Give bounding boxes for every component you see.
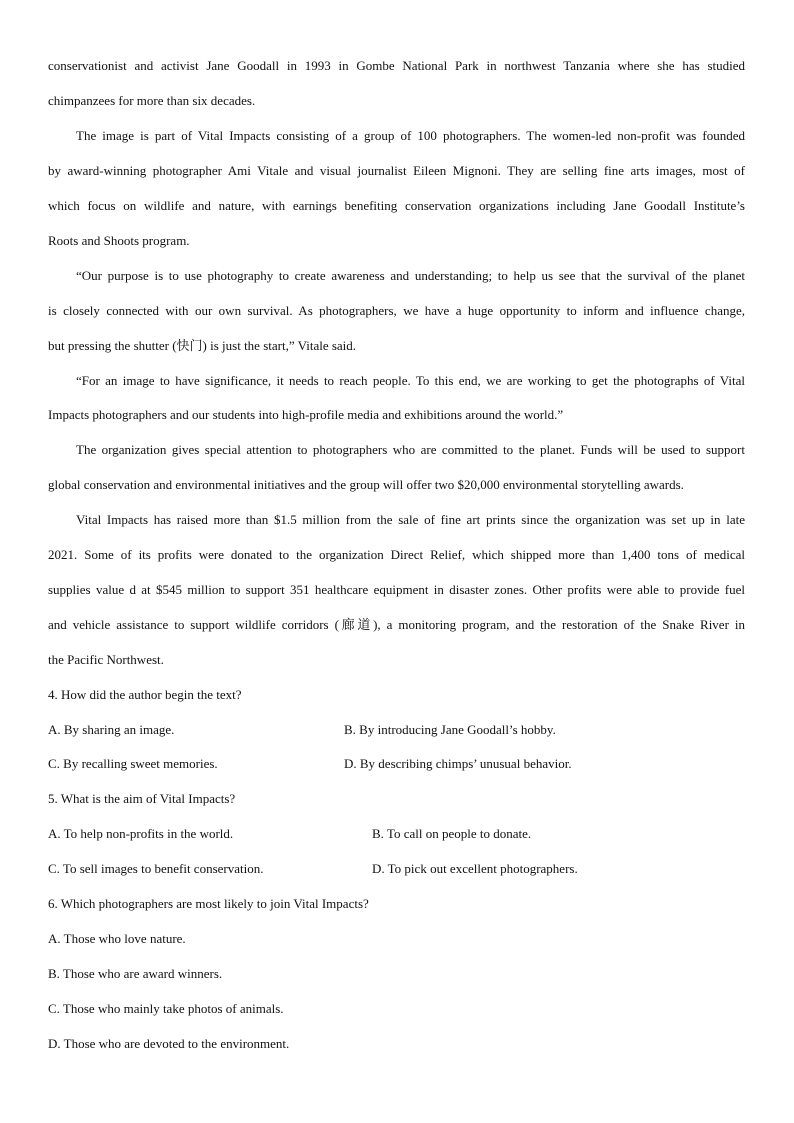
answer-option: A. By sharing an image. [48,722,175,737]
answer-option: B. Those who are award winners. [48,966,223,981]
answer-option: C. By recalling sweet memories. [48,756,218,771]
passage-line: is closely connected with our own survival. As photographers, we have a huge opportunity to inform and influence change, [48,303,745,318]
passage-line: the Pacific Northwest. [48,652,164,667]
passage-line: but pressing the shutter (快门) is just the start,” Vitale said. [48,338,357,353]
question-stem: 4. How did the author begin the text? [48,687,242,702]
passage-line: Impacts photographers and our students into high-profile media and exhibitions around the world.” [48,407,564,422]
passage-line: “For an image to have significance, it needs to reach people. To this end, we are working to get the photographs of Vital [76,373,745,388]
passage-line: which focus on wildlife and nature, with earnings benefiting conservation organizations including Jane Goodall Institute’s [48,198,745,213]
answer-option: A. To help non-profits in the world. [48,826,234,841]
passage-line: Vital Impacts has raised more than $1.5 million from the sale of fine art prints since the organization was set up in late [76,512,745,527]
passage-line: by award-winning photographer Ami Vitale and visual journalist Eileen Mignoni. They are selling fine arts images, most of [48,163,745,178]
answer-option: D. By describing chimps’ unusual behavior. [344,756,572,771]
passage-line: global conservation and environmental initiatives and the group will offer two $20,000 environmental storytelling awards. [48,477,684,492]
answer-option: C. Those who mainly take photos of animals. [48,1001,284,1016]
question-stem: 6. Which photographers are most likely to join Vital Impacts? [48,896,369,911]
passage-line: conservationist and activist Jane Goodall in 1993 in Gombe National Park in northwest Tanzania where she has studied [48,58,745,73]
passage-line: and vehicle assistance to support wildlife corridors (廊道), a monitoring program, and the restoration of the Snake River in [48,617,745,632]
answer-option: D. Those who are devoted to the environment. [48,1036,290,1051]
passage-line: supplies value d at $545 million to support 351 healthcare equipment in disaster zones. Other profits were able to provide fuel [48,582,745,597]
passage-line: “Our purpose is to use photography to create awareness and understanding; to help us see that the survival of the planet [76,268,745,283]
answer-option: B. To call on people to donate. [372,826,532,841]
passage-line: chimpanzees for more than six decades. [48,93,256,108]
passage-line: Roots and Shoots program. [48,233,190,248]
answer-option: A. Those who love nature. [48,931,186,946]
answer-option: B. By introducing Jane Goodall’s hobby. [344,722,556,737]
passage-line: The organization gives special attention to photographers who are committed to the planet. Funds will be used to support [76,442,745,457]
passage-line: The image is part of Vital Impacts consisting of a group of 100 photographers. The women-led non-profit was founded [76,128,745,143]
answer-option: D. To pick out excellent photographers. [372,861,578,876]
question-stem: 5. What is the aim of Vital Impacts? [48,791,236,806]
passage-line: 2021. Some of its profits were donated to the organization Direct Relief, which shipped more than 1,400 tons of medical [48,547,745,562]
answer-option: C. To sell images to benefit conservation. [48,861,264,876]
